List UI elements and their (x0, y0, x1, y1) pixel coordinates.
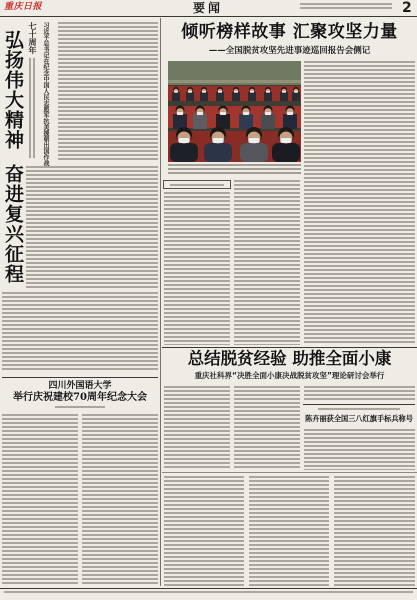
feature-headline: 倾听榜样故事 汇聚攻坚力量 (181, 22, 398, 42)
photo-middle-row (168, 106, 301, 130)
seminar-subhead: 重庆社科界“决胜全面小康决战脱贫攻坚”理论研讨会举行 (194, 371, 385, 380)
school-body-column (2, 414, 78, 585)
lower-body-column (249, 476, 329, 586)
feature-kicker-text (170, 184, 224, 187)
section-divider (160, 18, 161, 586)
photo-caption (168, 164, 301, 176)
lead-deck-sub-continued (29, 58, 36, 158)
footer-info (4, 591, 413, 595)
section-title: 要闻 (193, 1, 224, 15)
school-headline-line1: 四川外国语大学 (48, 381, 112, 391)
audience-photo (168, 61, 301, 162)
seminar-rule (162, 347, 417, 348)
lead-body-column (58, 22, 158, 162)
brief-kicker (318, 408, 400, 412)
seminar-headline: 总结脱贫经验 助推全面小康 (187, 349, 392, 368)
feature-subhead: ——全国脱贫攻坚先进事迹巡回报告会侧记 (208, 46, 371, 56)
lower-body-column (334, 476, 415, 586)
school-byline (55, 406, 105, 410)
feature-body-column (164, 192, 230, 345)
page-number: 2 (402, 0, 412, 16)
feature-body-column (234, 180, 300, 345)
photo-front-row (168, 127, 301, 162)
seminar-body-column (234, 386, 300, 470)
school-headline-line2: 举行庆祝建校70周年纪念大会 (13, 392, 147, 403)
photo-back-row (168, 86, 301, 101)
school-box-rule (2, 377, 158, 378)
lead-deck-sub: 七十周年 (28, 22, 37, 54)
footer-rule (0, 588, 417, 589)
brief-headline: 陈卉丽获全国三八红旗手标兵称号 (305, 414, 413, 423)
lower-body-column (164, 476, 244, 586)
seminar-body-column (304, 386, 415, 402)
feature-kicker-box (163, 180, 231, 189)
lead-title-line1: 弘扬伟大精神 (2, 30, 24, 150)
lead-body-column (26, 166, 158, 288)
masthead-logo: 重庆日报 (4, 2, 43, 12)
feature-body-column (304, 61, 415, 345)
brief-body-column (304, 429, 415, 470)
seminar-body-column (164, 386, 230, 470)
brief-rule-top (303, 404, 415, 405)
lead-deck-main: 习近平总书记在纪念中国人民志愿军抗美援朝出国作战 (42, 22, 49, 166)
lower-section-rule (162, 472, 417, 473)
lead-title-line2: 奋进复兴征程 (2, 164, 24, 284)
masthead-rule (0, 16, 417, 17)
masthead-date-info (300, 3, 392, 11)
lead-body-column (2, 292, 158, 372)
school-body-column (82, 414, 158, 585)
